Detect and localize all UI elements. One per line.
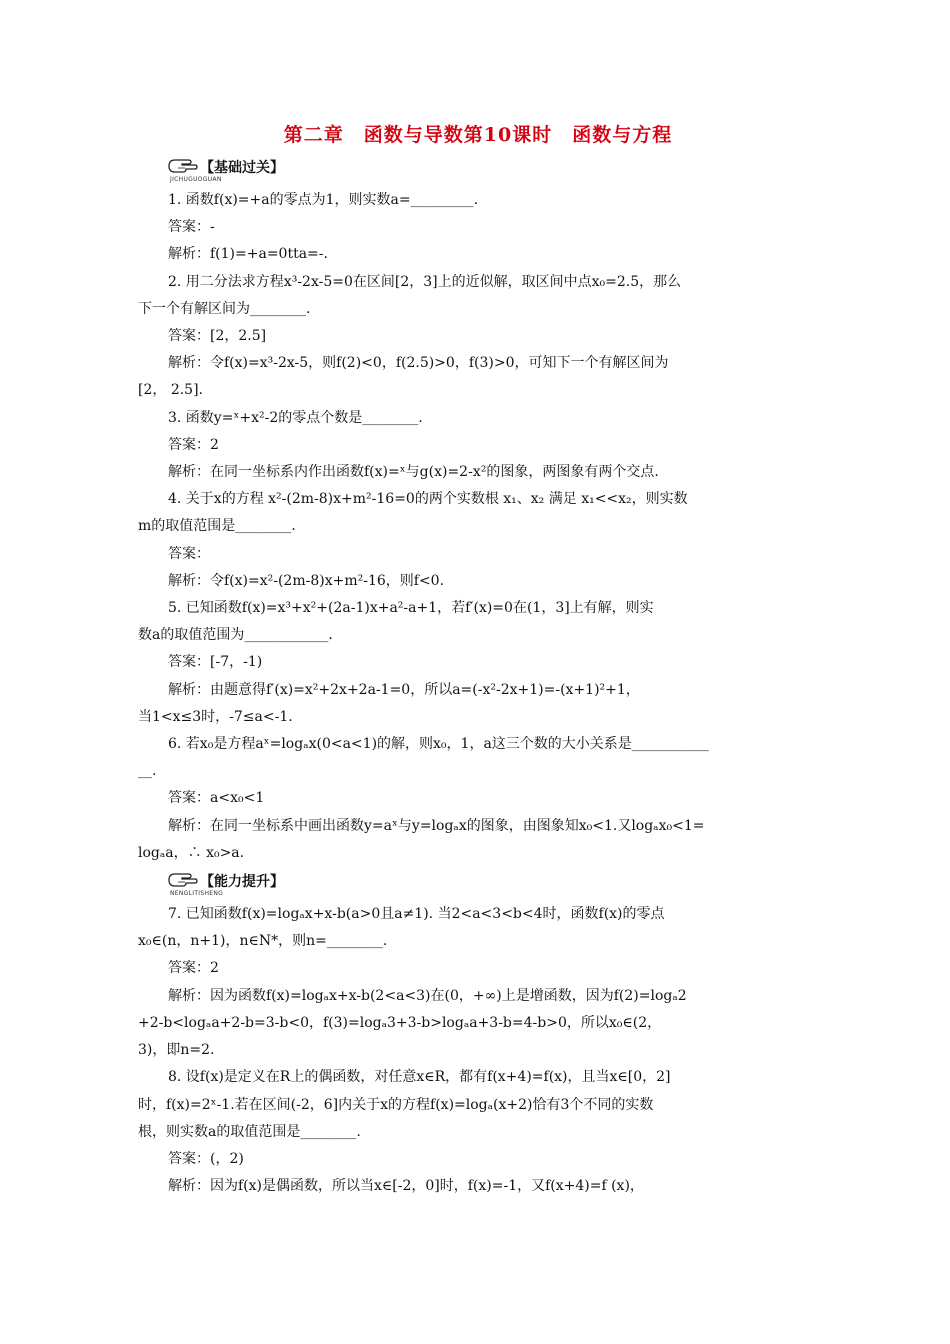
text-line: 3. 函数y=ˣ+x²-2的零点个数是________. (168, 409, 423, 426)
text-line: 答案：2 (168, 960, 219, 977)
text-line: 5. 已知函数f(x)=x³+x²+(2a-1)x+a²-a+1，若f′(x)=0在(1，3]上有解，则实 (168, 600, 654, 617)
text-line: 答案：[2，2.5] (168, 328, 267, 345)
text-line: 3)，即n=2. (138, 1042, 215, 1059)
text-line: 答案：[-7，-1) (168, 654, 263, 671)
text-line: 答案：(，2) (168, 1150, 244, 1167)
text-line: x₀∈(n，n+1)，n∈N*，则n=________. (138, 933, 388, 950)
text-line: 8. 设f(x)是定义在R上的偶函数，对任意x∈R，都有f(x+4)=f(x)，且当x∈[0，2] (168, 1069, 671, 1086)
text-line: 当1<x≤3时，-7≤a<-1. (138, 708, 293, 725)
document-page (138, 120, 818, 1200)
text-line: __. (138, 763, 157, 780)
text-line: 4. 关于x的方程 x²-(2m-8)x+m²-16=0的两个实数根 x₁、x₂ 满足 x₁<<x₂，则实数 (168, 491, 688, 508)
text-line: 数a的取值范围为____________. (138, 627, 333, 644)
text-line: 解析：在同一坐标系中画出函数y=aˣ与y=logₐx的图象，由图象知x₀<1.又logₐx₀<1= (168, 817, 705, 834)
pointing-hand-icon (168, 871, 198, 889)
text-line: 1. 函数f(x)=+a的零点为1，则实数a=_________. (168, 192, 479, 208)
text-line: 根，则实数a的取值范围是________. (138, 1123, 361, 1140)
section-label: 【能力提升】 (200, 874, 284, 891)
text-line: 答案：- (168, 219, 215, 236)
section-header-ability (168, 869, 818, 897)
text-line: +2-b<logₐa+2-b=3-b<0，f(3)=logₐ3+3-b>logₐa+3-b=4-b>0，所以x₀∈(2， (138, 1014, 662, 1031)
section-label: 【基础过关】 (200, 160, 284, 176)
text-line: 解析：f(1)=+a=0ttа=-. (168, 246, 328, 263)
text-line: [2， 2.5]. (138, 382, 203, 399)
text-line: 解析：因为f(x)是偶函数，所以当x∈[-2，0]时，f(x)=-1，又f(x+4)=f (x)， (168, 1178, 644, 1195)
pointing-hand-icon (168, 157, 198, 175)
text-line: 下一个有解区间为________. (138, 300, 311, 317)
text-line: 答案：2 (168, 436, 219, 453)
text-line: 7. 已知函数f(x)=logₐx+x-b(a>0且a≠1). 当2<a<3<b<4时，函数f(x)的零点 (168, 906, 665, 923)
text-line: 解析：令f(x)=x²-(2m-8)x+m²-16，则f<0. (168, 572, 445, 589)
text-line: m的取值范围是________. (138, 518, 296, 535)
text-line: 2. 用二分法求方程x³-2x-5=0在区间[2，3]上的近似解，取区间中点x₀=2.5，那么 (168, 273, 682, 290)
text-line: 解析：因为函数f(x)=logₐx+x-b(2<a<3)在(0，+∞)上是增函数，因为f(2)=logₐ2 (168, 987, 687, 1004)
text-line: 答案： (168, 545, 210, 562)
section-pinyin: NENGLITISHENG (170, 890, 224, 898)
text-line: logₐa，∴ x₀>a. (138, 844, 245, 861)
text-line: 解析：令f(x)=x³-2x-5，则f(2)<0，f(2.5)>0，f(3)>0，可知下一个有解区间为 (168, 355, 669, 372)
text-line: 解析：由题意得f′(x)=x²+2x+2a-1=0，所以a=(-x²-2x+1)=-(x+1)²+1， (168, 681, 640, 698)
page-title: 第二章 函数与导数第10课时 函数与方程 (283, 124, 673, 146)
section-pinyin: JICHUGUOGUAN (170, 176, 222, 183)
text-line: 6. 若x₀是方程aˣ=logₐx(0<a<1)的解，则x₀，1，a这三个数的大小关系是___________ (168, 736, 709, 753)
text-line: 时，f(x)=2ˣ-1.若在区间(-2，6]内关于x的方程f(x)=logₐ(x+2)恰有3个不同的实数 (138, 1096, 654, 1113)
section-header-basic (168, 155, 818, 183)
text-line: 答案：a<x₀<1 (168, 790, 265, 807)
text-line: 解析：在同一坐标系内作出函数f(x)=ˣ与g(x)=2-x²的图象，两图象有两个交点. (168, 464, 659, 481)
